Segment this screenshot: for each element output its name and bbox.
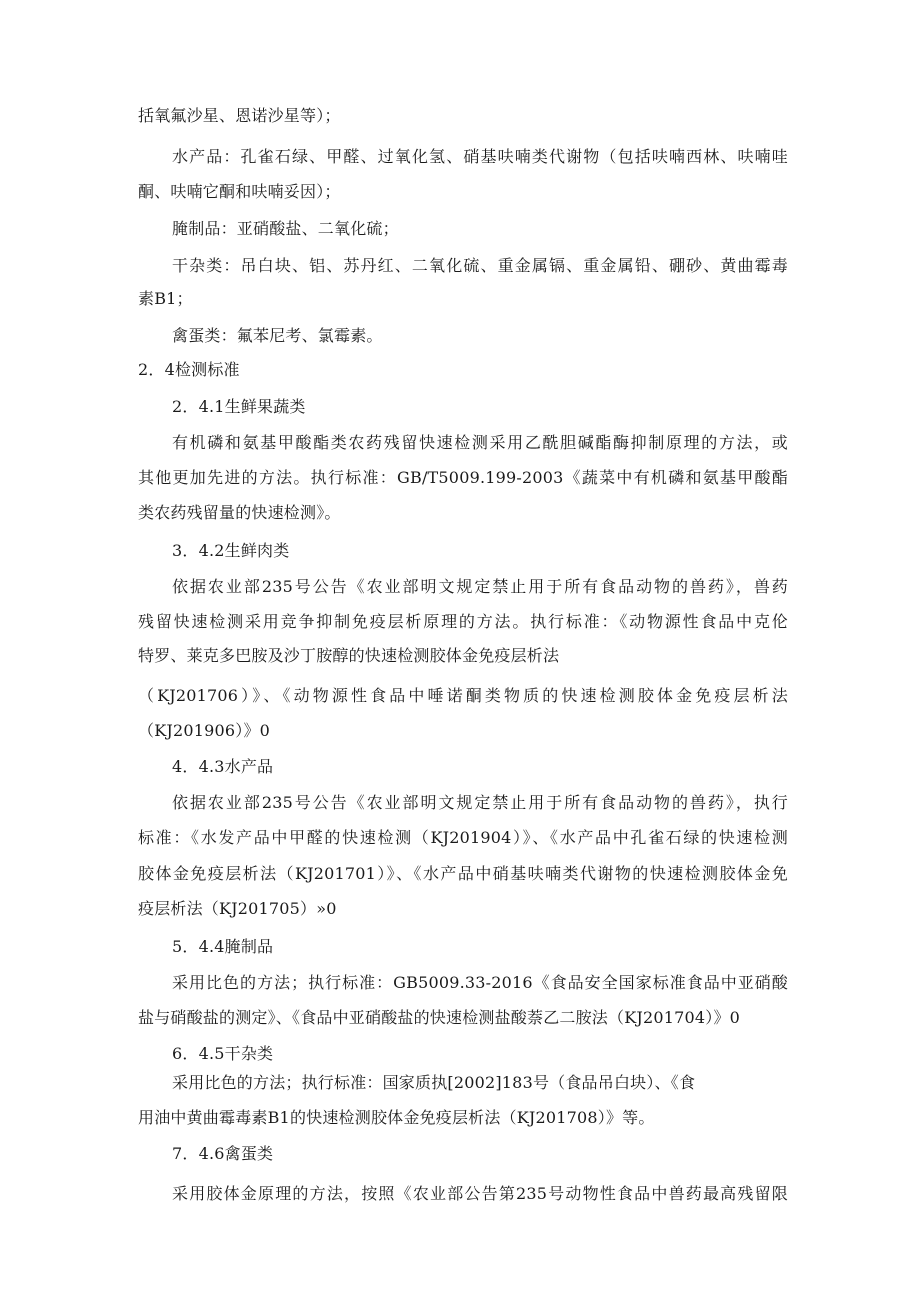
text-line: 特罗、莱克多巴胺及沙丁胺醇的快速检测胶体金免疫层析法 xyxy=(138,646,560,665)
text-line: 禽蛋类：氟苯尼考、氯霉素。 xyxy=(172,326,383,345)
text-line: 素B1； xyxy=(138,289,193,308)
text-line: （KJ201706）》、《动物源性食品中唾诺酮类物质的快速检测胶体金免疫层析法 xyxy=(138,686,788,705)
text-line: 采用胶体金原理的方法，按照《农业部公告第235号动物性食品中兽药最高残留限 xyxy=(172,1184,788,1203)
subsection-heading: 2．4.1生鲜果蔬类 xyxy=(172,397,306,416)
text-line: 水产品：孔雀石绿、甲醛、过氧化氢、硝基呋喃类代谢物（包括呋喃西林、呋喃哇 xyxy=(172,147,788,166)
text-line: 腌制品：亚硝酸盐、二氧化硫； xyxy=(172,219,399,238)
text-line: 采用比色的方法；执行标准：GB5009.33-2016《食品安全国家标准食品中亚硝酸 xyxy=(172,973,788,992)
text-line: 残留快速检测采用竞争抑制免疫层析原理的方法。执行标准：《动物源性食品中克伦 xyxy=(138,612,788,631)
subsection-heading: 6．4.5干杂类 xyxy=(172,1044,274,1063)
text-line: 干杂类：吊白块、铝、苏丹红、二氧化硫、重金属镉、重金属铅、硼砂、黄曲霉毒 xyxy=(172,256,788,275)
text-line: 其他更加先进的方法。执行标准：GB/T5009.199-2003《蔬菜中有机磷和氨基甲酸酯 xyxy=(138,468,788,487)
text-line: 依据农业部235号公告《农业部明文规定禁止用于所有食品动物的兽药》，兽药 xyxy=(172,577,788,596)
subsection-heading: 7．4.6禽蛋类 xyxy=(172,1144,274,1163)
section-heading: 2．4检测标准 xyxy=(138,360,240,379)
text-line: 用油中黄曲霉毒素B1的快速检测胶体金免疫层析法（KJ201708）》等。 xyxy=(138,1108,655,1127)
text-line: 类农药残留量的快速检测》。 xyxy=(138,503,341,522)
text-line: 疫层析法（KJ201705）»0 xyxy=(138,899,337,918)
subsection-heading: 4．4.3水产品 xyxy=(172,757,274,776)
text-line: （KJ201906）》0 xyxy=(138,721,271,740)
subsection-heading: 3．4.2生鲜肉类 xyxy=(172,541,290,560)
text-line: 标准：《水发产品中甲醛的快速检测（KJ201904）》、《水产品中孔雀石绿的快速检测 xyxy=(138,828,788,847)
text-line: 胶体金免疫层析法（KJ201701）》、《水产品中硝基呋喃类代谢物的快速检测胶体金免 xyxy=(138,864,788,883)
text-line: 依据农业部235号公告《农业部明文规定禁止用于所有食品动物的兽药》，执行 xyxy=(172,793,788,812)
subsection-heading: 5．4.4腌制品 xyxy=(172,937,274,956)
text-line: 括氧氟沙星、恩诺沙星等）； xyxy=(138,106,341,125)
text-line: 有机磷和氨基甲酸酯类农药残留快速检测采用乙酰胆碱酯酶抑制原理的方法，或 xyxy=(172,433,788,452)
text-line: 采用比色的方法；执行标准：国家质执[2002]183号（食品吊白块）、《食 xyxy=(172,1073,696,1092)
text-line: 酮、呋喃它酮和呋喃妥因）； xyxy=(138,182,341,201)
text-line: 盐与硝酸盐的测定》、《食品中亚硝酸盐的快速检测盐酸萘乙二胺法（KJ201704）》0 xyxy=(138,1008,741,1027)
